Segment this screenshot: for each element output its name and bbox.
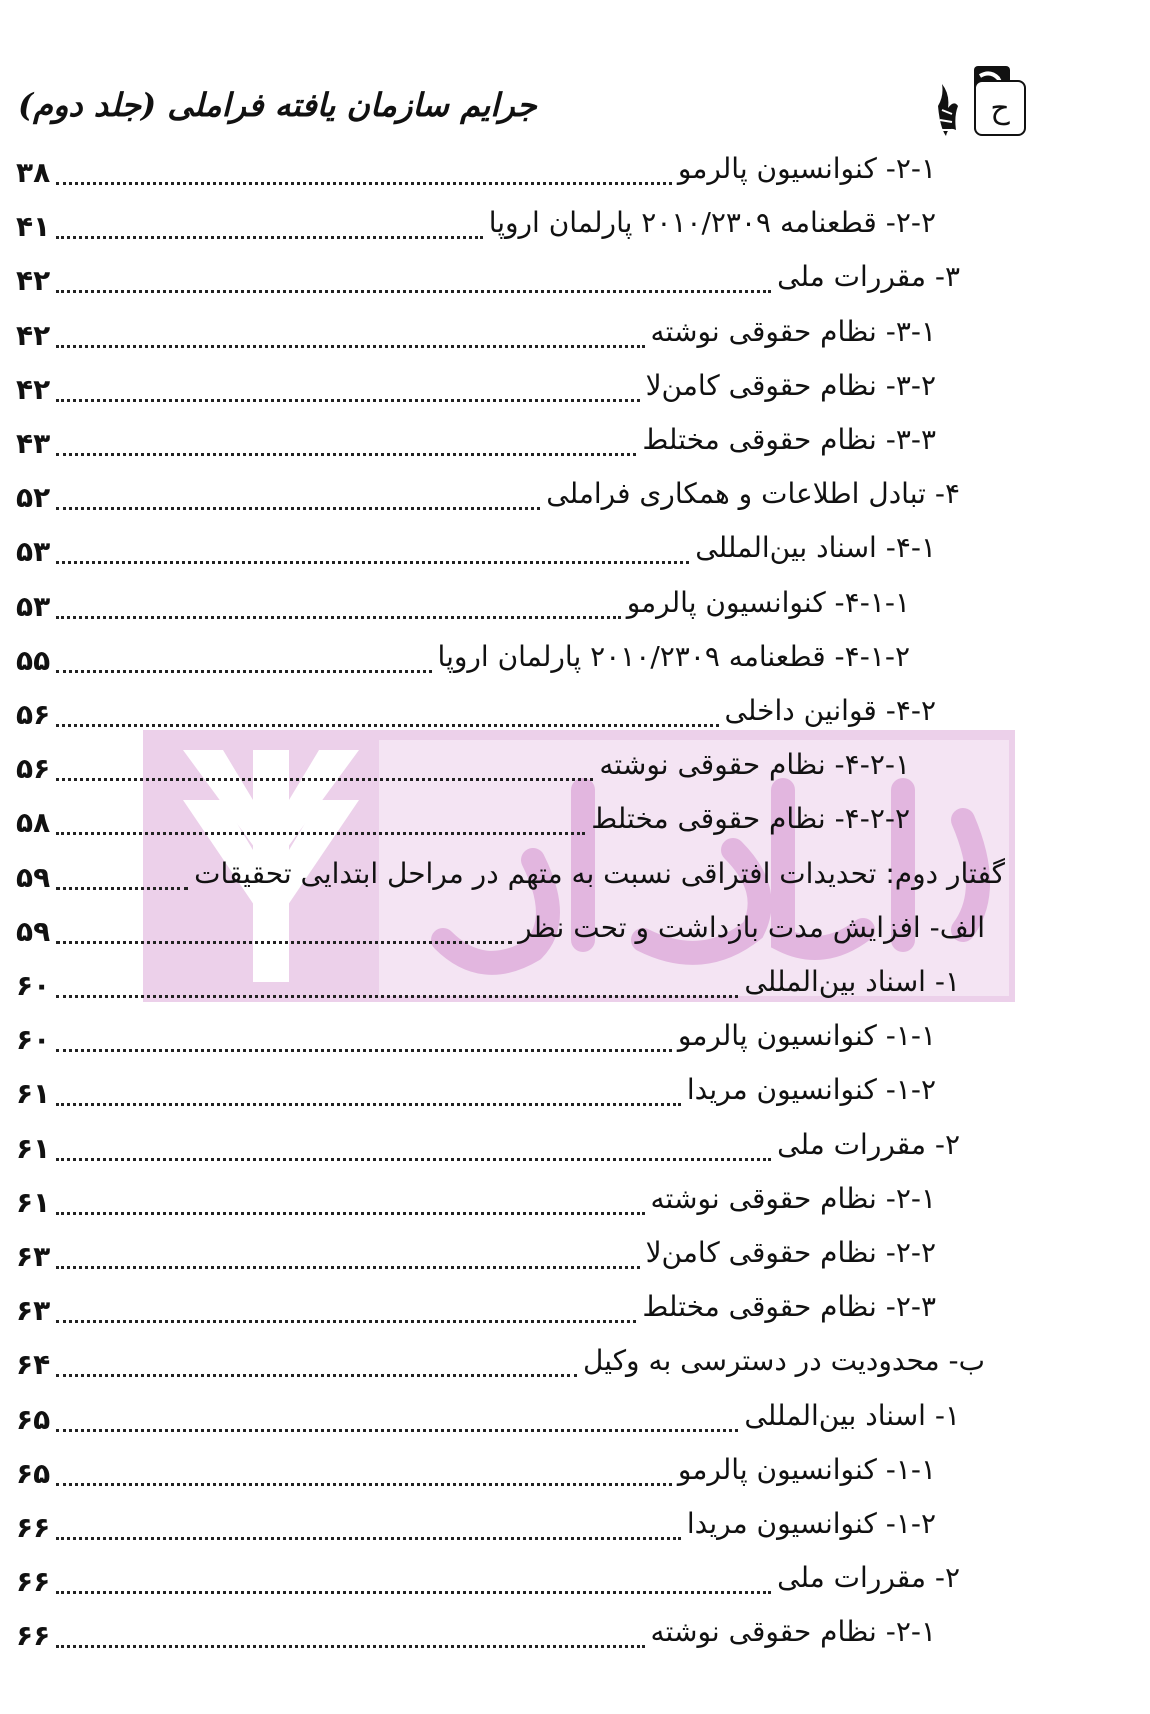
- toc-title: ۴-۱-۲- قطعنامه ۲۰۱۰/۲۳۰۹ پارلمان اروپا: [437, 639, 910, 673]
- toc-leader-dots: [56, 561, 689, 564]
- toc-leader-dots: [56, 1049, 672, 1052]
- toc-leader-dots: [56, 1103, 681, 1106]
- toc-leader-dots: [56, 1645, 645, 1648]
- toc-title: ۱- اسناد بین‌المللی: [744, 1398, 960, 1432]
- toc-entry: [0, 692, 1150, 744]
- toc-title: گفتار دوم: تحدیدات افتراقی نسبت به متهم در مراحل ابتدایی تحقیقات: [194, 856, 1005, 890]
- toc-page-number: ۵۶: [16, 752, 51, 786]
- toc-entry: [0, 963, 1150, 1015]
- toc-page-number: ۳۸: [16, 156, 51, 189]
- toc-entry: [0, 1451, 1150, 1503]
- toc-leader-dots: [56, 507, 540, 510]
- toc-entry: [0, 1505, 1150, 1557]
- toc-title: ۳-۳- نظام حقوقی مختلط: [642, 423, 936, 456]
- toc-page-number: ۵۲: [16, 481, 51, 515]
- toc-leader-dots: [56, 1483, 672, 1486]
- toc-leader-dots: [56, 832, 585, 835]
- toc-title: الف- افزایش مدت بازداشت و تحت نظر: [518, 910, 985, 944]
- toc-page-number: ۶۱: [16, 1077, 51, 1111]
- toc-title: ۲-۲- نظام حقوقی کامن‌لا: [645, 1236, 936, 1269]
- toc-page-number: ۴۲: [16, 318, 51, 352]
- toc-title: ۲-۱- نظام حقوقی نوشته: [650, 1181, 936, 1215]
- toc-page-number: ۴۱: [16, 210, 51, 244]
- toc-entry: [0, 1180, 1150, 1232]
- toc-page-number: ۶۱: [16, 1185, 51, 1219]
- toc-entry: [0, 800, 1150, 852]
- toc-page-number: ۶۶: [16, 1565, 51, 1599]
- toc-page-number: ۵۸: [16, 806, 51, 840]
- toc-page-number: ۵۳: [16, 535, 51, 569]
- toc-leader-dots: [56, 1374, 577, 1377]
- toc-entry: [0, 529, 1150, 581]
- toc-leader-dots: [56, 399, 640, 402]
- toc-title: ۴- تبادل اطلاعات و همکاری فراملی: [546, 477, 960, 511]
- toc-leader-dots: [56, 290, 771, 293]
- book-title: جرایم سازمان یافته فراملی (جلد دوم): [18, 86, 537, 124]
- toc-entry: [0, 150, 1150, 202]
- toc-leader-dots: [56, 182, 672, 185]
- toc-leader-dots: [56, 236, 483, 239]
- toc-title: ۳- مقررات ملی: [777, 260, 960, 294]
- toc-leader-dots: [56, 995, 738, 998]
- toc-title: ۴-۲-۲- نظام حقوقی مختلط: [591, 802, 910, 836]
- toc-leader-dots: [56, 941, 512, 944]
- toc-page-number: ۶۶: [16, 1511, 51, 1544]
- toc-title: ۴-۲-۱- نظام حقوقی نوشته: [599, 748, 910, 782]
- toc-entry: [0, 1342, 1150, 1394]
- toc-page-number: ۶۱: [16, 1131, 51, 1165]
- toc-page-number: ۶۰: [16, 1023, 51, 1057]
- toc-page-number: ۴۳: [16, 427, 51, 460]
- toc-page-number: ۶۳: [16, 1294, 51, 1328]
- toc-entry: [0, 204, 1150, 256]
- toc-page-number: ۶۴: [16, 1348, 51, 1382]
- toc-entry: [0, 421, 1150, 473]
- toc-leader-dots: [56, 345, 645, 348]
- toc-page-number: ۵۵: [16, 643, 51, 677]
- toc-page-number: ۶۵: [16, 1456, 51, 1490]
- toc-title: ب- محدودیت در دسترسی به وکیل: [583, 1344, 985, 1378]
- toc-title: ۱-۱- کنوانسیون پالرمو: [677, 1019, 936, 1053]
- toc-leader-dots: [56, 1266, 640, 1269]
- toc-entry: [0, 1017, 1150, 1069]
- toc-title: ۲-۱- نظام حقوقی نوشته: [650, 1615, 936, 1649]
- toc-title: ۱-۲- کنوانسیون مریدا: [686, 1507, 936, 1540]
- toc-entry: [0, 638, 1150, 690]
- toc-page-number: ۵۶: [16, 698, 51, 731]
- toc-title: ۳-۱- نظام حقوقی نوشته: [650, 314, 936, 348]
- toc-title: ۴-۱-۱- کنوانسیون پالرمو: [626, 585, 910, 619]
- toc-entry: [0, 1071, 1150, 1123]
- toc-leader-dots: [56, 887, 188, 890]
- toc-entry: [0, 1559, 1150, 1611]
- toc-leader-dots: [56, 1158, 771, 1161]
- toc-title: ۱- اسناد بین‌المللی: [744, 965, 960, 998]
- toc-entry: [0, 584, 1150, 636]
- toc-title: ۴-۲- قوانین داخلی: [724, 694, 936, 727]
- toc-entry: [0, 1288, 1150, 1340]
- toc-leader-dots: [56, 724, 719, 727]
- toc-title: ۲-۱- کنوانسیون پالرمو: [677, 152, 936, 185]
- toc-leader-dots: [56, 453, 636, 456]
- toc-page-number: ۴۲: [16, 264, 51, 298]
- toc-page-number: ۶۵: [16, 1402, 51, 1436]
- toc-entry: [0, 313, 1150, 365]
- toc-leader-dots: [56, 1591, 771, 1594]
- toc-page-number: ۴۲: [16, 372, 51, 406]
- toc-entry: [0, 1613, 1150, 1665]
- toc-title: ۱-۲- کنوانسیون مریدا: [686, 1073, 936, 1107]
- toc-leader-dots: [56, 778, 593, 781]
- toc-leader-dots: [56, 670, 432, 673]
- toc-leader-dots: [56, 1429, 738, 1432]
- toc-title: ۱-۱- کنوانسیون پالرمو: [677, 1452, 936, 1486]
- toc-leader-dots: [56, 1212, 645, 1215]
- toc-page-number: ۶۳: [16, 1240, 51, 1273]
- toc-title: ۲-۲- قطعنامه ۲۰۱۰/۲۳۰۹ پارلمان اروپا: [488, 206, 936, 240]
- toc-leader-dots: [56, 1537, 681, 1540]
- page-header: [0, 0, 1150, 160]
- toc-page-number: ۶۶: [16, 1619, 51, 1653]
- toc-title: ۲- مقررات ملی: [777, 1561, 960, 1595]
- toc-title: ۲-۳- نظام حقوقی مختلط: [642, 1290, 936, 1324]
- toc-title: ۲- مقررات ملی: [777, 1127, 960, 1161]
- toc-page-number: ۶۰: [16, 969, 51, 1002]
- toc-entry: [0, 909, 1150, 961]
- toc-entry: [0, 746, 1150, 798]
- toc-entry: [0, 1126, 1150, 1178]
- toc-entry: [0, 475, 1150, 527]
- toc-page-number: ۵۹: [16, 860, 51, 894]
- toc-leader-dots: [56, 616, 621, 619]
- toc-title: ۳-۲- نظام حقوقی کامن‌لا: [645, 368, 936, 402]
- toc-leader-dots: [56, 1320, 636, 1323]
- toc-entry: [0, 855, 1150, 907]
- toc-entry: [0, 367, 1150, 419]
- toc-entry: [0, 1234, 1150, 1286]
- toc-page-number: ۵۳: [16, 589, 51, 623]
- toc-page-number: ۵۹: [16, 914, 51, 948]
- page-letter: ح: [974, 80, 1026, 136]
- toc-entry: [0, 258, 1150, 310]
- toc-title: ۴-۱- اسناد بین‌المللی: [695, 531, 936, 565]
- toc-entry: [0, 1397, 1150, 1449]
